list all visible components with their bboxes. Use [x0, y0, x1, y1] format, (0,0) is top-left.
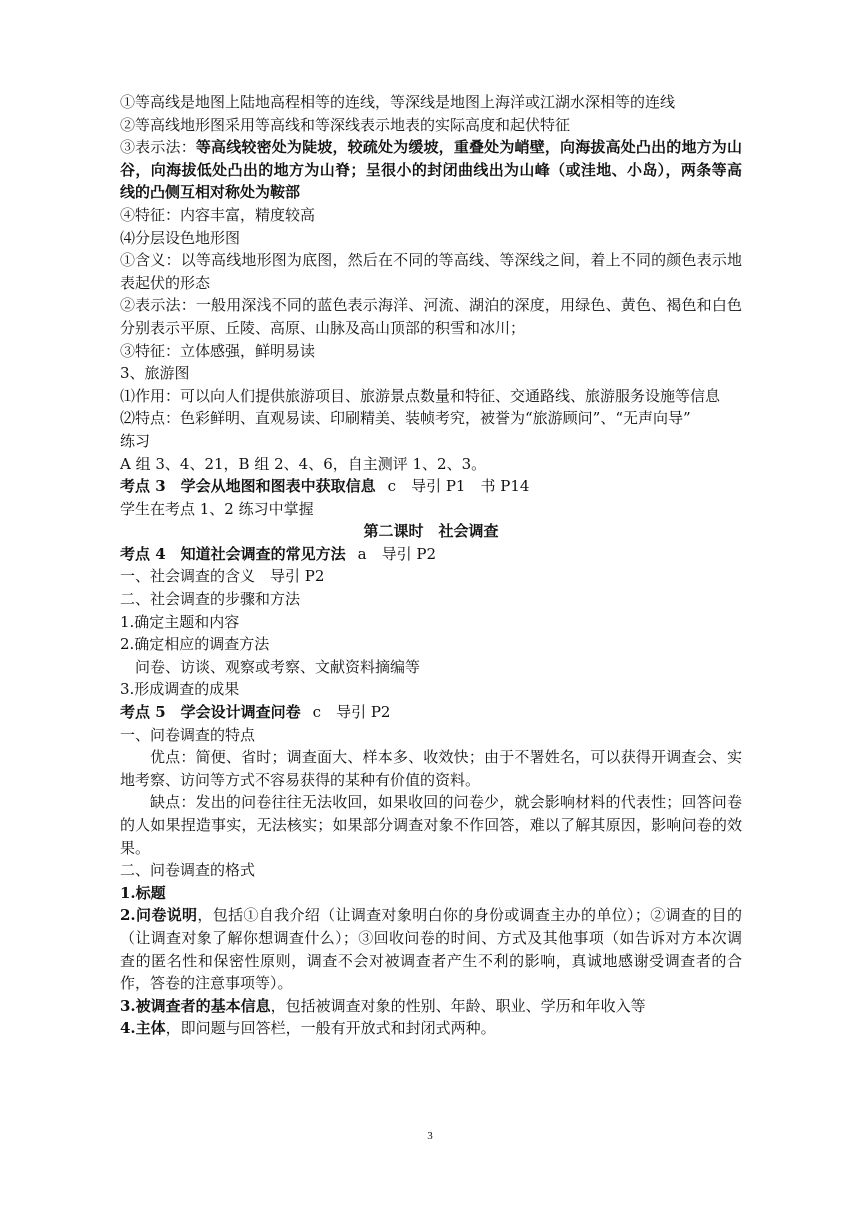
heading-layered-color-map: ⑷分层设色地形图	[120, 228, 241, 247]
label-representation: ③表示法：	[120, 138, 196, 157]
para-disadvantages: 缺点：发出的问卷往往无法收回，如果收回的问卷少，就会影响材料的代表性；回答问卷的人如果捏造事实，无法核实；如果部分调查对象不作回答，难以了解其原因，影响问卷的效果。	[120, 793, 742, 857]
contour-rules-bold: 等高线较密处为陡坡，较疏处为缓坡，重叠处为峭壁，向海拔高处凸出的地方为山谷，向海拔低处凸出的地方为山脊；呈很小的封闭曲线出为山峰（或洼地、小岛），两条等高线的凸侧互相对称处为鞍部	[120, 138, 742, 202]
topic-4-title: 考点 4 知道社会调查的常见方法	[120, 544, 346, 563]
step-2-methods: 问卷、访谈、观察或考察、文献资料摘编等	[135, 657, 421, 676]
topic-3-title: 考点 3 学会从地图和图表中获取信息	[120, 477, 376, 496]
step-2: 2.确定相应的调查方法	[120, 635, 270, 654]
format-explanation-text: ，包括①自我介绍（让调查对象明白你的身份或调查主办的单位）；②调查的目的（让调查对象了解你想调查什么）；③回收问卷的时间、方式及其他事项（如告诉对方本次调查的匿名性和保密性原则，调查不会对被调查者产生不利的影响，真诚地感谢受调查者的合作，答卷的注意事项等）。	[120, 906, 742, 993]
format-basic-info-text: ，包括被调查对象的性别、年龄、职业、学历和年收入等	[270, 996, 646, 1015]
para-layered-representation: ②表示法：一般用深浅不同的蓝色表示海洋、河流、湖泊的深度，用绿色、黄色、褐色和白色分别表示平原、丘陵、高原、山脉及高山顶部的积雪和冰川；	[120, 296, 742, 337]
para-tourist-function: ⑴作用：可以向人们提供旅游项目、旅游景点数量和特征、交通路线、旅游服务设施等信息	[120, 386, 721, 405]
para-layered-meaning: ①含义：以等高线地形图为底图，然后在不同的等高线、等深线之间，着上不同的颜色表示地表起伏的形态	[120, 251, 742, 292]
para-tourist-features: ⑵特点：色彩鲜明、直观易读、印刷精美、装帧考究，被誉为“旅游顾问”、“无声向导”	[120, 409, 691, 428]
format-basic-info-label: 3.被调查者的基本信息	[120, 996, 271, 1015]
page-number: 3	[427, 1130, 433, 1142]
page-content	[120, 91, 742, 1040]
heading-survey-meaning: 一、社会调查的含义 导引 P2	[120, 567, 325, 586]
heading-survey-steps: 二、社会调查的步骤和方法	[120, 590, 301, 609]
heading-questionnaire-format: 二、问卷调查的格式	[120, 861, 256, 880]
heading-topic-4	[120, 543, 742, 566]
para-advantages: 优点：简便、省时；调查面大、样本多、收效快；由于不署姓名，可以获得开调查会、实地考察、访问等方式不容易获得的某种有价值的资料。	[120, 748, 742, 789]
para-topic-3-note: 学生在考点 1、2 练习中掌握	[120, 499, 314, 518]
heading-topic-3	[120, 475, 742, 498]
para-contour-features: ④特征：内容丰富，精度较高	[120, 205, 316, 224]
heading-questionnaire-features: 一、问卷调查的特点	[120, 725, 256, 744]
para-layered-features: ③特征：立体感强，鲜明易读	[120, 341, 316, 360]
step-3: 3.形成调查的成果	[120, 680, 240, 699]
format-explanation-label: 2.问卷说明	[120, 906, 198, 925]
step-1: 1.确定主题和内容	[120, 612, 240, 631]
para-contour-definition: ①等高线是地图上陆地高程相等的连线，等深线是地图上海洋或江湖水深相等的连线	[120, 93, 676, 111]
topic-5-ref: c 导引 P2	[312, 703, 391, 722]
heading-topic-5	[120, 701, 742, 724]
para-format-explanation	[120, 904, 742, 994]
para-format-main-body	[120, 1017, 742, 1040]
format-main-body-text: ，即问题与回答栏，一般有开放式和封闭式两种。	[165, 1019, 496, 1038]
topic-3-ref: c 导引 P1 书 P14	[387, 477, 530, 496]
para-exercise-list: A 组 3、4、21，B 组 2、4、6，自主测评 1、2、3。	[120, 454, 487, 473]
para-contour-map: ②等高线地形图采用等高线和等深线表示地表的实际高度和起伏特征	[120, 115, 571, 134]
para-contour-representation	[120, 136, 742, 204]
heading-exercise: 练习	[120, 431, 151, 450]
topic-4-ref: a 导引 P2	[357, 544, 437, 563]
topic-5-title: 考点 5 学会设计调查问卷	[120, 703, 301, 722]
format-main-body-label: 4.主体	[120, 1019, 166, 1038]
format-title: 1.标题	[120, 883, 166, 902]
para-format-basic-info	[120, 995, 742, 1018]
section-title-lesson-2: 第二课时 社会调查	[363, 522, 499, 541]
heading-tourist-map: 3、旅游图	[120, 364, 190, 383]
